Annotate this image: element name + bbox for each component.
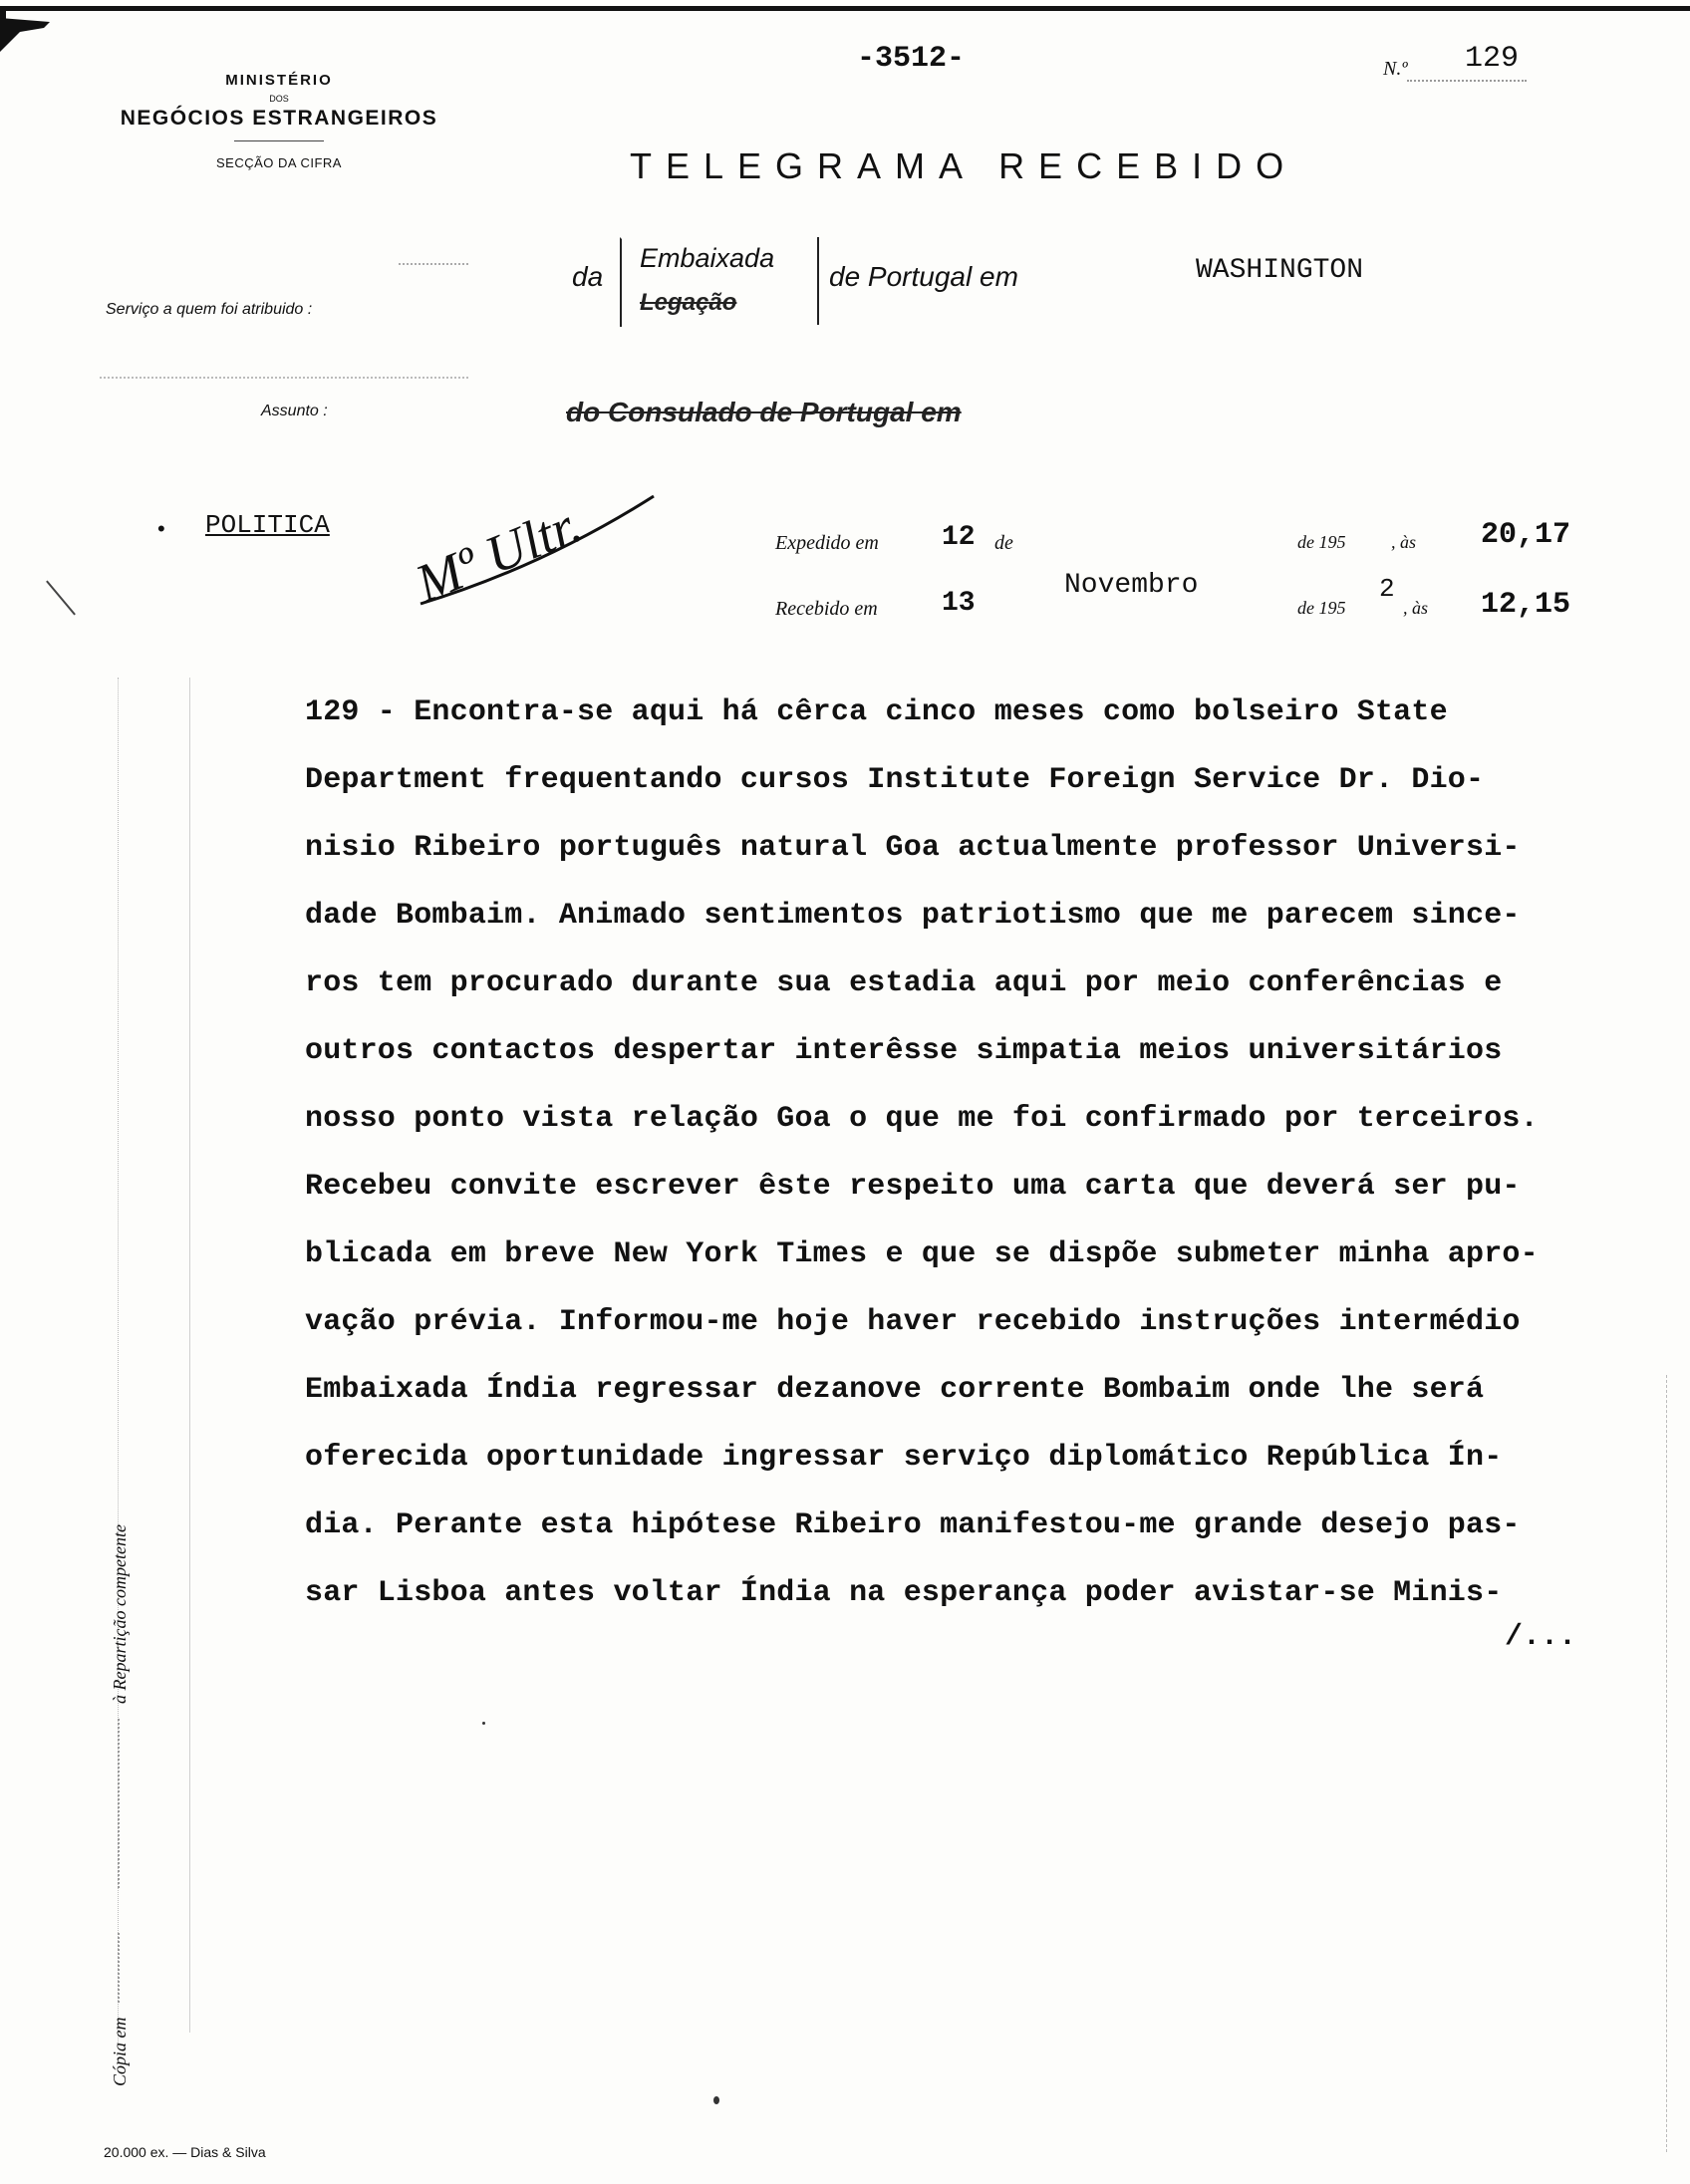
document-title: TELEGRAMA RECEBIDO <box>630 145 1298 186</box>
body-line: nisio Ribeiro português natural Goa actualmente professor Universi- <box>305 831 1521 865</box>
expedido-day: 12 <box>942 522 976 553</box>
telegram-number: 129 <box>1465 42 1520 76</box>
as-label-received: , às <box>1403 598 1429 618</box>
ink-speck <box>46 581 76 616</box>
body-line: dade Bombaim. Animado sentimentos patriotismo que me parecem since- <box>305 899 1521 933</box>
ink-speck <box>713 2096 719 2104</box>
brace-right <box>809 237 819 325</box>
body-line: ros tem procurado durante sua estadia aqui por meio conferências e <box>305 966 1503 1000</box>
embaixada-label: Embaixada <box>640 243 775 273</box>
service-dotted-line-top <box>399 263 468 265</box>
body-line: nosso ponto vista relação Goa o que me foi confirmado por terceiros. <box>305 1102 1539 1136</box>
ministry-line2: DOS <box>269 94 289 104</box>
city: WASHINGTON <box>1196 255 1364 286</box>
legacao-label: Legação <box>640 289 737 316</box>
recebido-label: Recebido em <box>775 598 878 620</box>
time-received: 12,15 <box>1481 588 1571 622</box>
number-label: N.º <box>1383 58 1408 80</box>
body-line: oferecida oportunidade ingressar serviço diplomático República Ín- <box>305 1441 1503 1475</box>
body-line: sar Lisboa antes voltar Índia na esperança poder avistar-se Minis- <box>305 1576 1503 1610</box>
body-line: dia. Perante esta hipótese Ribeiro manifestou-me grande desejo pas- <box>305 1508 1521 1542</box>
margin-reparticao-label: à Repartição competente <box>110 1524 130 1704</box>
right-edge-line <box>1666 1375 1667 2152</box>
handwritten-note-text: Mº Ultr. <box>407 493 590 614</box>
body-line: blicada em breve New York Times e que se dispõe submeter minha apro- <box>305 1237 1539 1271</box>
service-dotted-line <box>100 377 468 379</box>
body-line: outros contactos despertar interêsse simpatia meios universitários <box>305 1034 1503 1068</box>
body-line: Recebeu convite escrever êste respeito uma carta que deverá ser pu- <box>305 1170 1521 1204</box>
section-label: SECÇÃO DA CIFRA <box>216 155 342 170</box>
margin-copia-dots <box>118 1933 120 2003</box>
page-stamp: -3512- <box>857 42 966 76</box>
subject: POLITICA <box>205 510 330 540</box>
bullet-icon: • <box>157 516 165 541</box>
as-label-sent: , às <box>1391 532 1417 552</box>
telegram-body <box>305 687 1640 1636</box>
month: Novembro <box>1064 570 1199 601</box>
ink-speck <box>482 1722 485 1725</box>
body-line: 129 - Encontra-se aqui há cêrca cinco meses como bolseiro State <box>305 695 1448 729</box>
brace-left <box>620 237 630 327</box>
body-line: vação prévia. Informou-me hoje haver recebido instruções intermédio <box>305 1305 1521 1339</box>
ministry-header <box>80 72 478 170</box>
expedido-label: Expedido em <box>775 532 879 554</box>
body-line: Embaixada Índia regressar dezanove corrente Bombaim onde lhe será <box>305 1373 1485 1407</box>
time-sent: 20,17 <box>1481 518 1571 552</box>
ministry-line1: MINISTÉRIO <box>225 72 333 89</box>
assunto-label: Assunto : <box>261 403 328 419</box>
da-label: da <box>572 261 604 292</box>
margin-copia-label: Cópia em <box>110 2017 130 2086</box>
body-line: Department frequentando cursos Institute Foreign Service Dr. Dio- <box>305 763 1485 797</box>
year-prefix-received: de 195 <box>1297 598 1346 618</box>
corner-ink-mark <box>0 14 58 54</box>
year-digit: 2 <box>1379 574 1395 604</box>
margin-rule <box>189 678 190 2033</box>
margin-reparticao-dots <box>118 1719 120 1888</box>
number-dotted-line <box>1407 80 1527 82</box>
year-prefix-sent: de 195 <box>1297 532 1346 552</box>
recebido-day: 13 <box>942 588 976 619</box>
handwritten-note <box>403 474 662 614</box>
ministry-rule <box>234 140 324 141</box>
service-label: Serviço a quem foi atribuido : <box>106 301 313 318</box>
consulado-label: do Consulado de Portugal em <box>566 397 962 427</box>
de-portugal-label: de Portugal em <box>829 261 1018 292</box>
ministry-line3: NEGÓCIOS ESTRANGEIROS <box>120 107 438 130</box>
expedido-de: de <box>994 532 1013 554</box>
continuation-mark: /... <box>1505 1620 1577 1654</box>
top-border <box>0 6 1690 11</box>
printer-imprint: 20.000 ex. — Dias & Silva <box>104 2144 266 2160</box>
